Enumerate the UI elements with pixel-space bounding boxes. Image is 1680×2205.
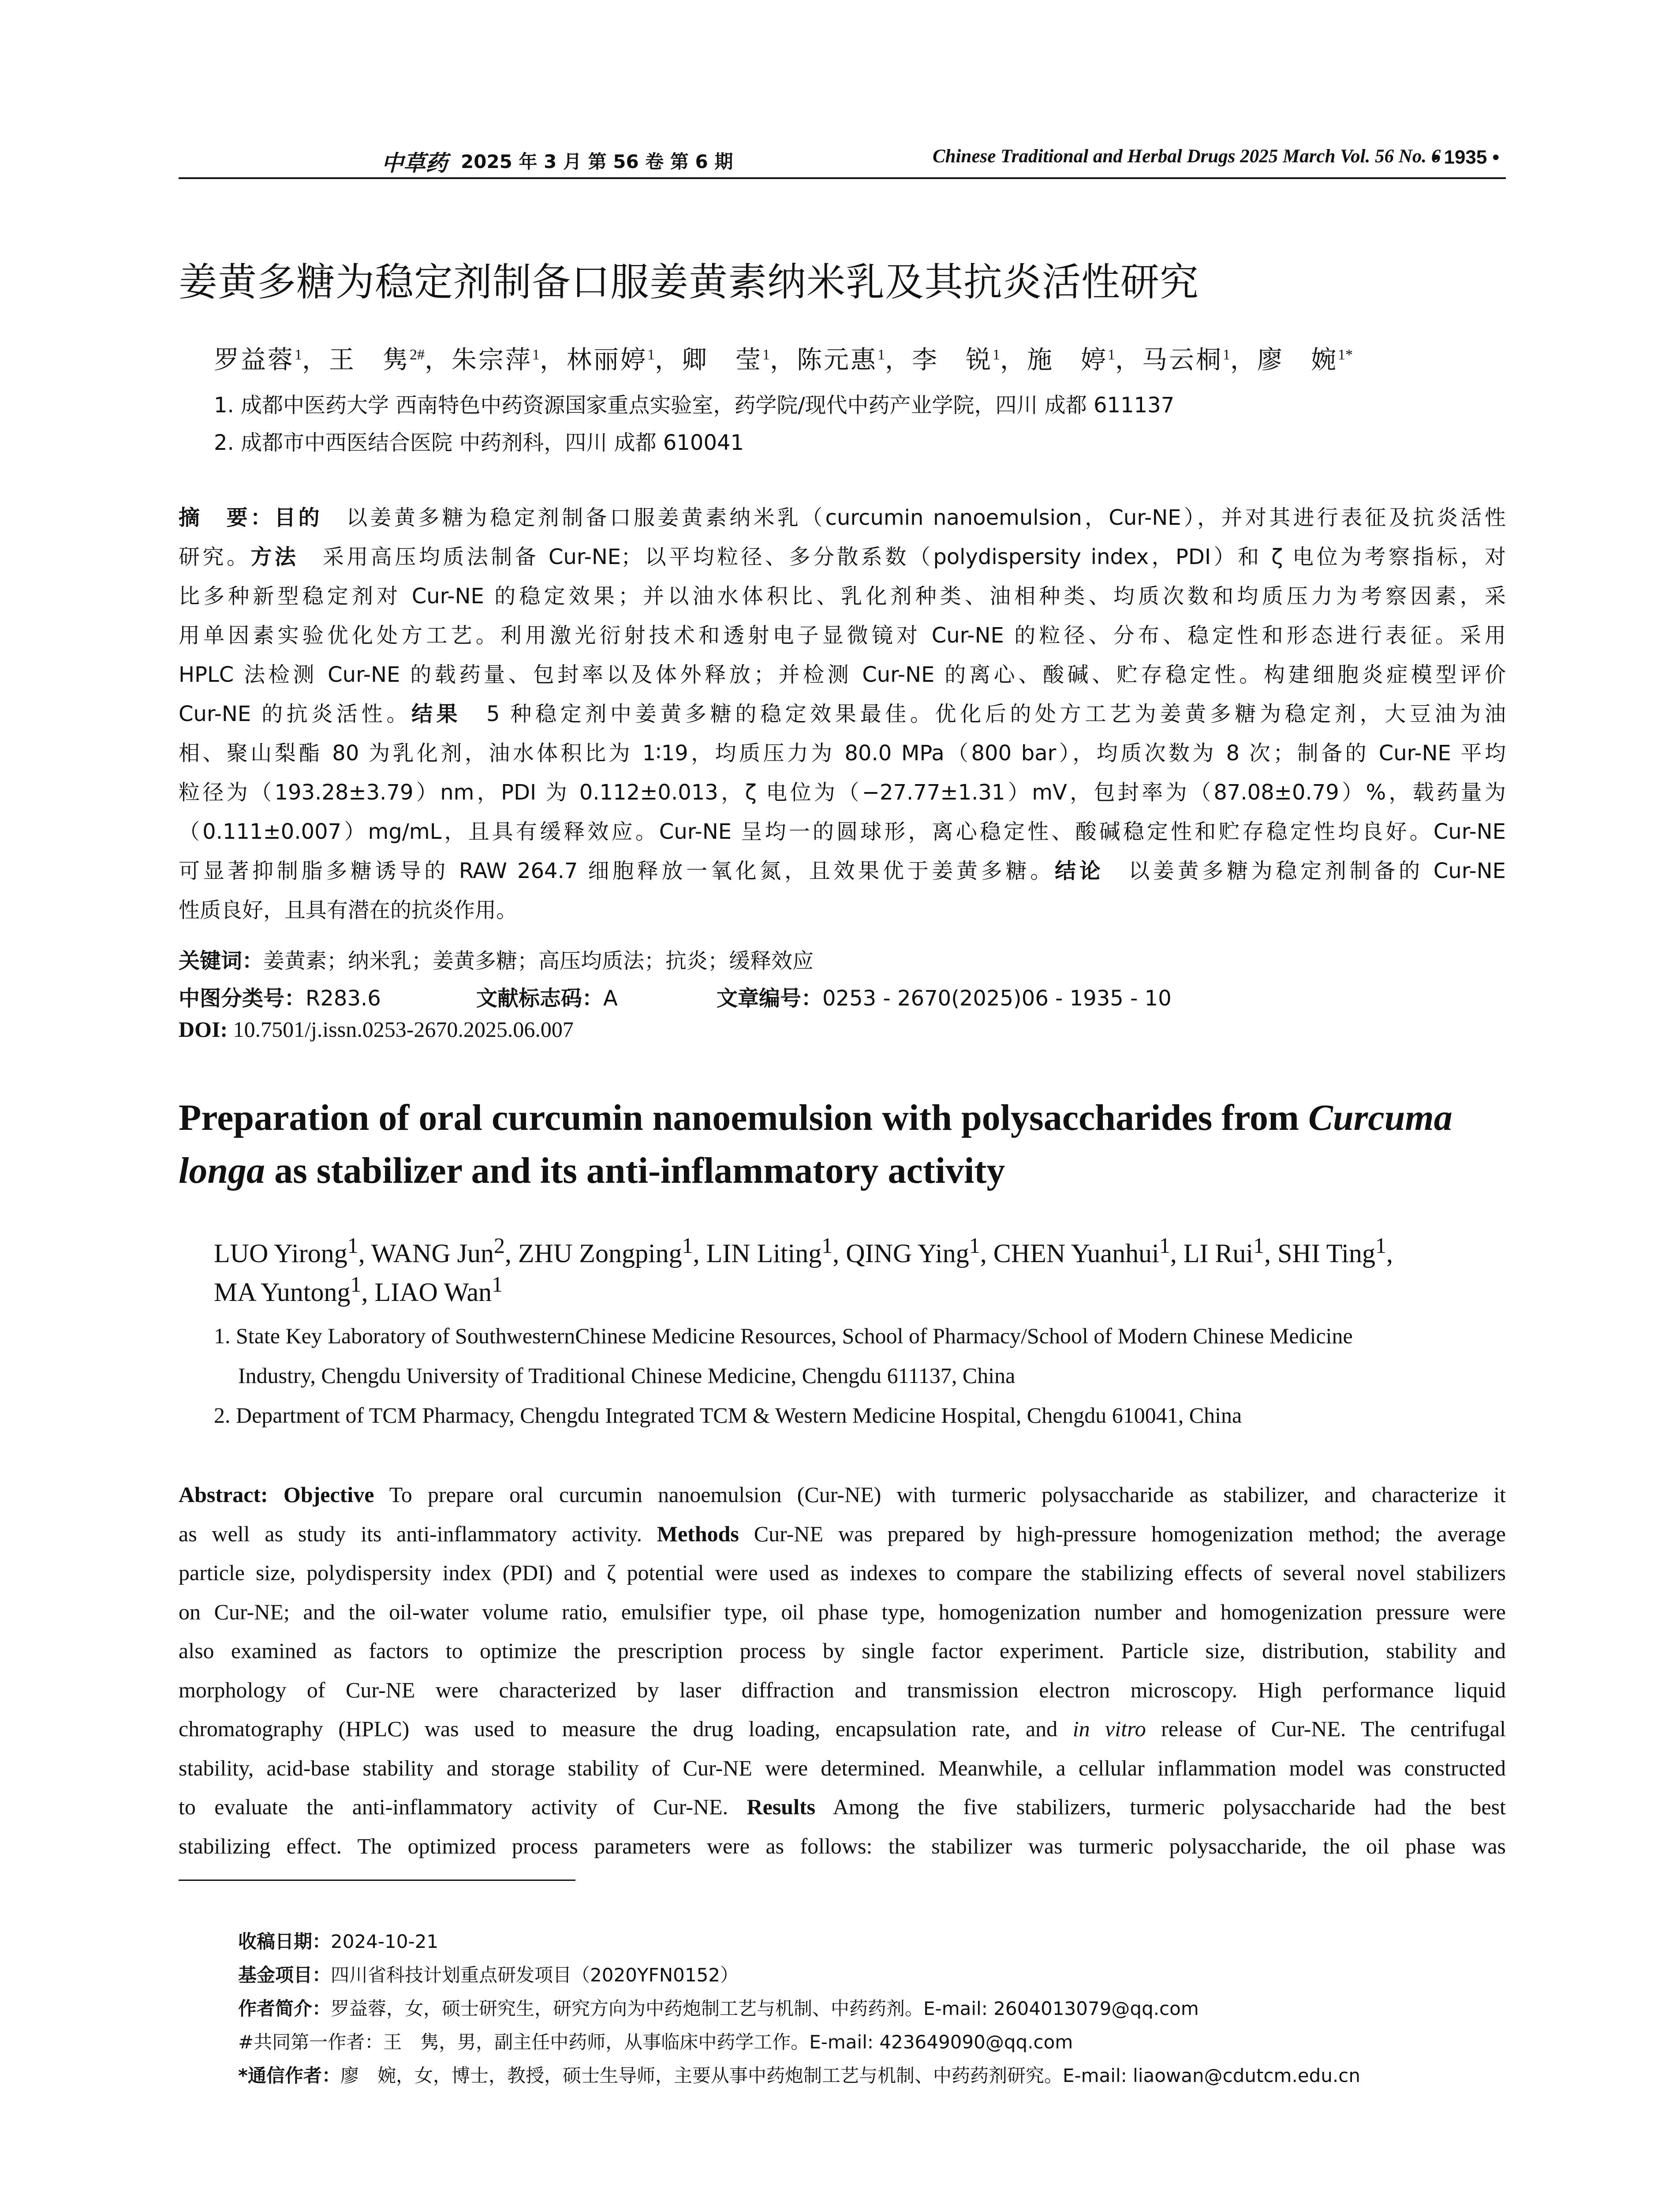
footnote-text: 四川省科技计划重点研发项目（2020YFN0152） [331, 1964, 739, 1986]
title-en-part: Preparation of oral curcumin nanoemulsion with polysaccharides from [179, 1097, 1308, 1138]
author-separator: ， [1115, 345, 1142, 374]
authors-en [214, 1226, 1506, 1307]
doi-label: DOI: [179, 1017, 228, 1042]
abstract-zh-line [179, 658, 1506, 692]
author-zh [797, 345, 885, 374]
abstract-en-line [179, 1599, 1506, 1638]
author-affiliation-mark: 1* [1338, 347, 1353, 363]
doi-link[interactable]: 10.7501/j.issn.0253-2670.2025.06.007 [228, 1017, 574, 1042]
footnote-label: 收稿日期： [238, 1931, 331, 1952]
author-zh [452, 345, 540, 374]
text-run: particle size, polydispersity index (PDI) and ζ potential were used as indexes to compare the stabilizing effects of several novel stabilizers [179, 1560, 1506, 1585]
author-separator: , [1264, 1239, 1278, 1268]
author-zh [682, 345, 770, 374]
author-affiliation-mark: 1 [1375, 1233, 1386, 1258]
doc-label: 文献标志码： [476, 986, 604, 1011]
abstract-zh-line [179, 854, 1506, 888]
footnote [238, 2061, 1360, 2088]
author-affiliation-mark: 1 [492, 1272, 503, 1297]
abstract-en-line [179, 1794, 1506, 1833]
author-name: 朱宗萍 [452, 345, 532, 374]
author-separator: , [358, 1239, 371, 1268]
abstract-en-line [179, 1638, 1506, 1677]
text-run: chromatography (HPLC) was used to measure the drug loading, encapsulation rate, and [179, 1716, 1073, 1741]
abstract-zh-line [179, 540, 1506, 574]
author-separator: ， [1230, 345, 1257, 374]
text-run: 以姜黄多糖为稳定剂制备口服姜黄素纳米乳（curcumin nanoemulsion，Cur-NE），并对其进行表征及抗炎活性 [322, 505, 1506, 530]
section-label: Abstract: Objective [179, 1482, 374, 1507]
author-name: 陈元惠 [797, 345, 877, 374]
text-run: 相、聚山梨酯 80 为乳化剂，油水体积比为 1∶19，均质压力为 80.0 MPa（800 bar），均质次数为 8 次；制备的 Cur-NE 平均 [179, 741, 1506, 766]
issue-info-zh: 2025 年 3 月 第 56 卷 第 6 期 [461, 151, 733, 172]
author-affiliation-mark: 2 [494, 1233, 505, 1258]
section-label: Results [747, 1794, 816, 1819]
author-zh [1142, 345, 1230, 374]
text-run: stabilizing effect. The optimized process parameters were as follows: the stabilizer was turmeric polysaccharide, the oil phase was [179, 1833, 1506, 1858]
footnote-text: 2024-10-21 [331, 1931, 439, 1952]
author-affiliation-mark: 2# [410, 347, 425, 363]
author-en [1277, 1233, 1386, 1268]
section-label: 摘 要：目的 [179, 505, 322, 530]
author-name: CHEN Yuanhui [993, 1239, 1159, 1268]
author-affiliation-mark: 1 [682, 1233, 693, 1258]
article-number [717, 981, 1172, 1012]
article-number-label: 文章编号： [717, 986, 823, 1011]
classification-line [179, 981, 381, 1012]
author-separator: ， [1000, 345, 1027, 374]
author-en [1183, 1233, 1265, 1268]
doc-code [476, 981, 618, 1012]
footnote-label: 作者简介： [238, 1998, 331, 2019]
author-name: LI Rui [1183, 1239, 1254, 1268]
footnote [238, 2028, 1073, 2054]
author-name: 罗益蓉 [214, 345, 295, 374]
author-name: 廖 婉 [1257, 345, 1338, 374]
doi [179, 1017, 574, 1042]
doc-value: A [603, 986, 618, 1011]
author-en [518, 1233, 693, 1268]
author-zh [214, 345, 302, 374]
author-separator: , [980, 1239, 993, 1268]
author-affiliation-mark: 1 [1253, 1233, 1265, 1258]
author-name: QING Ying [846, 1239, 969, 1268]
text-run: 性质良好，且具有潜在的抗炎作用。 [179, 898, 518, 923]
author-separator: , [505, 1239, 519, 1268]
affiliation-en-2: 2. Department of TCM Pharmacy, Chengdu Integrated TCM & Western Medicine Hospital, Chengdu 610041, China [214, 1403, 1242, 1428]
section-label: 结果 [411, 702, 462, 726]
text-run: 5 种稳定剂中姜黄多糖的稳定效果最佳。优化后的处方工艺为姜黄多糖为稳定剂，大豆油为油 [461, 702, 1506, 726]
text-run: Cur-NE 的抗炎活性。 [179, 702, 411, 726]
text-run: HPLC 法检测 Cur-NE 的载药量、包封率以及体外释放；并检测 Cur-NE 的离心、酸碱、贮存稳定性。构建细胞炎症模型评价 [179, 662, 1506, 687]
text-run: Among the five stabilizers, turmeric polysaccharide had the best [815, 1794, 1506, 1819]
author-zh [1257, 345, 1353, 374]
abstract-en-line [179, 1521, 1506, 1560]
abstract-en-line [179, 1716, 1506, 1755]
abstract-zh-line [179, 697, 1506, 731]
text-run: 采用高压均质法制备 Cur-NE；以平均粒径、多分散系数（polydispersity index，PDI）和 ζ 电位为考察指标，对 [299, 545, 1506, 569]
article-number-value: 0253 - 2670(2025)06 - 1935 - 10 [822, 986, 1172, 1011]
title-en-italic: Curcuma [1308, 1097, 1452, 1138]
author-name: 施 婷 [1027, 345, 1108, 374]
abstract-zh-line [179, 736, 1506, 770]
author-zh [567, 345, 655, 374]
abstract-zh-line [179, 775, 1506, 810]
author-separator: , [833, 1239, 846, 1268]
author-affiliation-mark: 1 [1108, 347, 1115, 363]
author-name: WANG Jun [371, 1239, 494, 1268]
abstract-en-line [179, 1560, 1506, 1599]
text-run: morphology of Cur-NE were characterized by laser diffraction and transmission electron microscopy. High performance liquid [179, 1677, 1506, 1702]
text-run: as well as study its anti-inflammatory activity. [179, 1521, 657, 1546]
title-en-italic: longa [179, 1150, 265, 1191]
affiliation-en-1: 1. State Key Laboratory of SouthwesternChinese Medicine Resources, School of Pharmacy/School of Modern Chinese Medicine [214, 1323, 1353, 1348]
text-run: 比多种新型稳定剂对 Cur-NE 的稳定效果；并以油水体积比、乳化剂种类、油相种类、均质次数和均质压力为考察因素，采 [179, 584, 1506, 609]
author-name: LIN Liting [706, 1239, 822, 1268]
keywords-zh [179, 944, 814, 974]
author-name: SHI Ting [1277, 1239, 1375, 1268]
running-header [179, 146, 1506, 176]
author-separator: ， [655, 345, 682, 374]
author-en [374, 1272, 503, 1307]
footnote [238, 1927, 438, 1954]
section-label: 方法 [250, 545, 299, 569]
text-run: stability, acid-base stability and storage stability of Cur-NE were determined. Meanwhile, a cellular inflammation model was constructed [179, 1755, 1506, 1780]
text-run: in vitro [1072, 1716, 1146, 1741]
footnote-label: *通信作者： [238, 2065, 340, 2086]
text-run: 粒径为（193.28±3.79）nm，PDI 为 0.112±0.013，ζ 电位为（−27.77±1.31）mV，包封率为（87.08±0.79）%，载药量为 [179, 780, 1506, 805]
affiliation-zh-1: 1. 成都中医药大学 西南特色中药资源国家重点实验室，药学院/现代中药产业学院，四川 成都 611137 [214, 393, 1175, 418]
title-en-part: as stabilizer and its anti-inflammatory activity [265, 1150, 1005, 1191]
author-separator: ， [540, 345, 567, 374]
author-separator: ， [885, 345, 912, 374]
text-run: 研究。 [179, 545, 251, 569]
clc-label: 中图分类号： [179, 986, 306, 1011]
author-affiliation-mark: 1 [1223, 347, 1230, 363]
author-en [371, 1233, 505, 1268]
author-name: MA Yuntong [214, 1278, 351, 1307]
author-affiliation-mark: 1 [877, 347, 885, 363]
abstract-en-line [179, 1482, 1506, 1521]
author-affiliation-mark: 1 [350, 1272, 362, 1297]
author-affiliation-mark: 1 [969, 1233, 980, 1258]
author-affiliation-mark: 1 [821, 1233, 833, 1258]
keywords-text: 姜黄素；纳米乳；姜黄多糖；高压均质法；抗炎；缓释效应 [263, 949, 814, 973]
author-separator: , [1170, 1239, 1183, 1268]
author-en [214, 1272, 362, 1307]
text-run: 可显著抑制脂多糖诱导的 RAW 264.7 细胞释放一氧化氮，且效果优于姜黄多糖。 [179, 859, 1055, 883]
author-separator: ， [770, 345, 797, 374]
text-run: 用单因素实验优化处方工艺。利用激光衍射技术和透射电子显微镜对 Cur-NE 的粒径、分布、稳定性和形态进行表征。采用 [179, 623, 1506, 648]
issue-info-en: Chinese Traditional and Herbal Drugs 2025 March Vol. 56 No. 6 [933, 146, 1441, 167]
author-name: 林丽婷 [567, 345, 647, 374]
author-affiliation-mark: 1 [532, 347, 540, 363]
author-separator: , [693, 1239, 706, 1268]
abstract-zh-line [179, 501, 1506, 535]
author-affiliation-mark: 1 [993, 347, 1000, 363]
abstract-zh-line [179, 815, 1506, 849]
author-separator: ， [302, 345, 329, 374]
author-name: 马云桐 [1142, 345, 1223, 374]
footnote-text: 罗益蓉，女，硕士研究生，研究方向为中药炮制工艺与机制、中药药剂。E-mail: 2604013079@qq.com [331, 1998, 1199, 2019]
author-affiliation-mark: 1 [1159, 1233, 1170, 1258]
author-name: ZHU Zongping [518, 1239, 682, 1268]
author-en [993, 1233, 1170, 1268]
author-affiliation-mark: 1 [762, 347, 770, 363]
author-affiliation-mark: 1 [347, 1233, 358, 1258]
authors-zh [214, 340, 1353, 376]
author-affiliation-mark: 1 [647, 347, 655, 363]
affiliation-en-1-cont: Industry, Chengdu University of Traditional Chinese Medicine, Chengdu 611137, China [238, 1363, 1015, 1388]
authors-en-line [214, 1265, 1506, 1307]
text-run: 以姜黄多糖为稳定剂制备的 Cur-NE [1104, 859, 1506, 883]
author-name: 李 锐 [912, 345, 993, 374]
author-separator: , [1386, 1239, 1393, 1268]
text-run: also examined as factors to optimize the prescription process by single factor experiment. Particle size, distribution, stability and [179, 1638, 1506, 1663]
author-en [846, 1233, 980, 1268]
author-separator: , [361, 1278, 375, 1307]
footnote [238, 1994, 1199, 2021]
keywords-label: 关键词： [179, 949, 264, 973]
footnote-rule [179, 1880, 575, 1881]
text-run: To prepare oral curcumin nanoemulsion (Cur-NE) with turmeric polysaccharide as stabilizer, and characterize it [374, 1482, 1506, 1507]
text-run: Cur-NE was prepared by high-pressure homogenization method; the average [739, 1521, 1506, 1546]
journal-name-zh: 中草药 [381, 150, 448, 176]
author-zh [1027, 345, 1115, 374]
text-run: to evaluate the anti-inflammatory activity of Cur-NE. [179, 1794, 747, 1819]
footnote [238, 1961, 739, 1987]
title-zh: 姜黄多糖为稳定剂制备口服姜黄素纳米乳及其抗炎活性研究 [179, 259, 1199, 305]
footnote-text: #共同第一作者：王 隽，男，副主任中药师，从事临床中药学工作。E-mail: 423649090@qq.com [238, 2031, 1073, 2053]
abstract-en-line [179, 1677, 1506, 1716]
clc-value: R283.6 [306, 986, 381, 1011]
author-en [214, 1233, 358, 1268]
author-name: LIAO Wan [374, 1278, 492, 1307]
section-label: Methods [657, 1521, 739, 1546]
author-en [706, 1233, 833, 1268]
author-separator: ， [425, 345, 452, 374]
abstract-zh-line [179, 893, 1506, 927]
abstract-zh-line [179, 618, 1506, 653]
abstract-en-line [179, 1755, 1506, 1794]
author-name: 王 隽 [329, 345, 410, 374]
abstract-zh-line [179, 579, 1506, 613]
title-en [179, 1091, 1506, 1197]
text-run: on Cur-NE; and the oil-water volume ratio, emulsifier type, oil phase type, homogenization number and homogenization pressure were [179, 1599, 1506, 1624]
footnote-text: 廖 婉，女，博士，教授，硕士生导师，主要从事中药炮制工艺与机制、中药药剂研究。E-mail: liaowan@cdutcm.edu.cn [340, 2065, 1361, 2086]
text-run: release of Cur-NE. The centrifugal [1146, 1716, 1506, 1741]
author-name: LUO Yirong [214, 1239, 347, 1268]
page-number: • 1935 • [1431, 146, 1499, 168]
author-zh [912, 345, 1000, 374]
abstract-en-line [179, 1833, 1506, 1872]
author-zh [329, 345, 425, 374]
author-name: 卿 莹 [682, 345, 762, 374]
footnote-label: 基金项目： [238, 1964, 331, 1986]
authors-en-line [214, 1226, 1506, 1268]
header-rule [179, 177, 1506, 179]
text-run: （0.111±0.007）mg/mL，且具有缓释效应。Cur-NE 呈均一的圆球形，离心稳定性、酸碱稳定性和贮存稳定性均良好。Cur-NE [179, 819, 1506, 844]
author-affiliation-mark: 1 [295, 347, 302, 363]
affiliation-zh-2: 2. 成都市中西医结合医院 中药剂科，四川 成都 610041 [214, 430, 744, 455]
section-label: 结论 [1055, 859, 1104, 883]
